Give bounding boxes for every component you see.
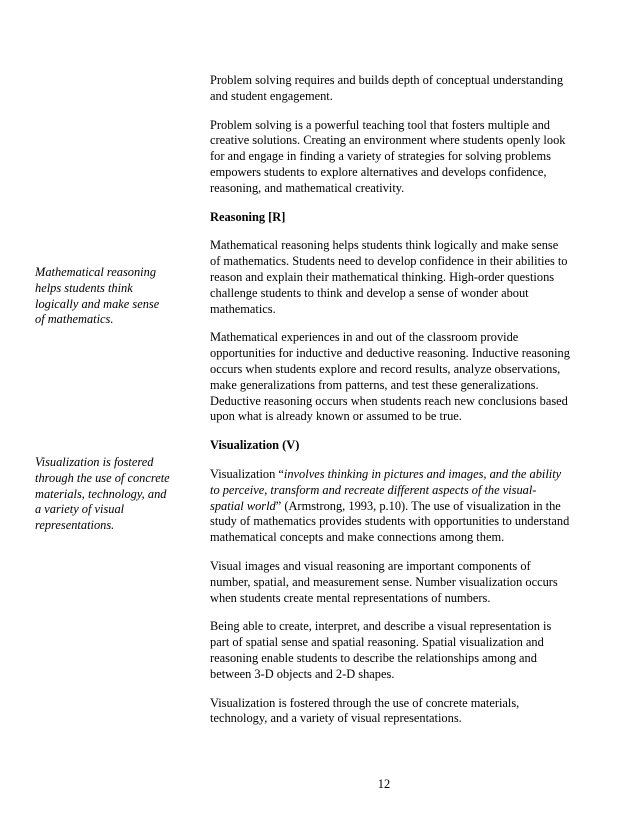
quote-lead: Visualization “	[210, 466, 284, 481]
main-text-column	[210, 73, 570, 740]
paragraph-visual-images: Visual images and visual reasoning are important components of number, spatial, and measurement sense. Number visualization occurs when students create mental representations of numbers.	[210, 558, 558, 605]
paragraph-problem-solving-depth: Problem solving requires and builds depth of conceptual understanding and student engagement.	[210, 73, 564, 103]
heading-reasoning: Reasoning [R]	[210, 209, 286, 224]
paragraph-problem-solving-tool: Problem solving is a powerful teaching tool that fosters multiple and creative solutions. Creating an environment where students openly look for and engage in finding a variety of strategies for solving problems empowers students to explore alternatives and develops confidence, reasoning, and mathematical creativity.	[210, 117, 566, 195]
paragraph-reasoning-inductive-deductive: Mathematical experiences in and out of the classroom provide opportunities for inductive and deductive reasoning. Inductive reasoning occurs when students explore and record results, analyze observations, make generalizations from patterns, and test these generalizations. Deductive reasoning occurs when students reach new conclusions based upon what is already known or assumed to be true.	[210, 330, 570, 424]
heading-visualization: Visualization (V)	[210, 438, 300, 453]
quote-rest: ” (Armstrong, 1993, p.10). The use of visualization in the study of mathematics provides students with opportunities to understand mathematical concepts and make connections among them.	[210, 498, 570, 545]
margin-note-text: Visualization is fostered through the use of concrete materials, technology, and a variety of visual representations.	[35, 455, 170, 533]
margin-note-reasoning	[35, 265, 171, 328]
paragraph-visualization-fostered: Visualization is fostered through the use of concrete materials, technology, and a variety of visual representations.	[210, 695, 520, 726]
page-number: 12	[377, 777, 391, 791]
paragraph-reasoning-intro: Mathematical reasoning helps students think logically and make sense of mathematics. Students need to develop confidence in their abilities to reason and explain their mathematical thinking. High-order questions challenge students to think and develop a sense of wonder about mathematics.	[210, 238, 568, 316]
armstrong-quote: involves thinking in pictures and images, and the ability to perceive, transform and recreate different aspects of the visual-spatial world	[210, 466, 562, 513]
margin-note-text: Mathematical reasoning helps students think logically and make sense of mathematics.	[35, 265, 160, 327]
paragraph-spatial-visualization: Being able to create, interpret, and describe a visual representation is part of spatial sense and spatial reasoning. Spatial visualization and reasoning enable students to describe the relationships among and between 3-D objects and 2-D shapes.	[210, 619, 552, 681]
margin-note-visualization	[35, 455, 171, 534]
paragraph-visualization-definition	[210, 467, 570, 546]
